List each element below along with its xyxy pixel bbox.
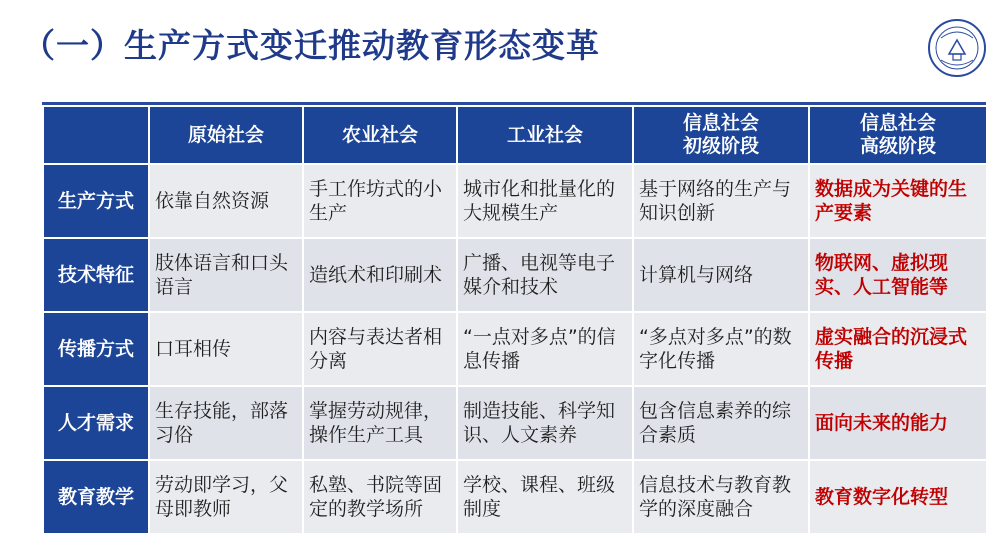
comparison-table-wrapper xyxy=(42,102,986,533)
column-header: 信息社会 高级阶段 xyxy=(809,106,987,164)
table-row xyxy=(43,164,987,238)
table-row xyxy=(43,386,987,460)
table-cell: 学校、课程、班级制度 xyxy=(457,460,633,534)
table-cell-highlight: 数据成为关键的生产要素 xyxy=(809,164,987,238)
table-cell: 造纸术和印刷术 xyxy=(303,238,457,312)
table-cell: 制造技能、科学知识、人文素养 xyxy=(457,386,633,460)
table-cell: “多点对多点”的数字化传播 xyxy=(633,312,809,386)
table-cell-highlight: 虚实融合的沉浸式传播 xyxy=(809,312,987,386)
row-header: 生产方式 xyxy=(43,164,149,238)
table-cell: 依靠自然资源 xyxy=(149,164,303,238)
table-cell: 口耳相传 xyxy=(149,312,303,386)
table-cell: 广播、电视等电子媒介和技术 xyxy=(457,238,633,312)
table-cell: “一点对多点”的信息传播 xyxy=(457,312,633,386)
table-cell-highlight: 面向未来的能力 xyxy=(809,386,987,460)
row-header: 人才需求 xyxy=(43,386,149,460)
slide-title: （一）生产方式变迁推动教育形态变革 xyxy=(22,26,600,65)
table-row xyxy=(43,312,987,386)
table-cell: 私塾、书院等固定的教学场所 xyxy=(303,460,457,534)
table-cell: 掌握劳动规律，操作生产工具 xyxy=(303,386,457,460)
table-cell: 城市化和批量化的大规模生产 xyxy=(457,164,633,238)
table-cell-highlight: 教育数字化转型 xyxy=(809,460,987,534)
row-header: 传播方式 xyxy=(43,312,149,386)
table-header-row xyxy=(43,106,987,164)
table-row xyxy=(43,460,987,534)
table-cell: 劳动即学习，父母即教师 xyxy=(149,460,303,534)
table-row xyxy=(43,238,987,312)
table-cell: 手工作坊式的小生产 xyxy=(303,164,457,238)
row-header: 教育教学 xyxy=(43,460,149,534)
column-header: 原始社会 xyxy=(149,106,303,164)
table-cell: 包含信息素养的综合素质 xyxy=(633,386,809,460)
table-cell: 计算机与网络 xyxy=(633,238,809,312)
table-cell: 肢体语言和口头语言 xyxy=(149,238,303,312)
table-cell: 基于网络的生产与知识创新 xyxy=(633,164,809,238)
column-header: 信息社会 初级阶段 xyxy=(633,106,809,164)
column-header: 农业社会 xyxy=(303,106,457,164)
table-cell: 生存技能，部落习俗 xyxy=(149,386,303,460)
table-cell-highlight: 物联网、虚拟现实、人工智能等 xyxy=(809,238,987,312)
university-seal-icon xyxy=(927,18,987,78)
table-cell: 内容与表达者相分离 xyxy=(303,312,457,386)
table-cell: 信息技术与教育教学的深度融合 xyxy=(633,460,809,534)
header-corner xyxy=(43,106,149,164)
row-header: 技术特征 xyxy=(43,238,149,312)
column-header: 工业社会 xyxy=(457,106,633,164)
comparison-table xyxy=(42,105,988,535)
